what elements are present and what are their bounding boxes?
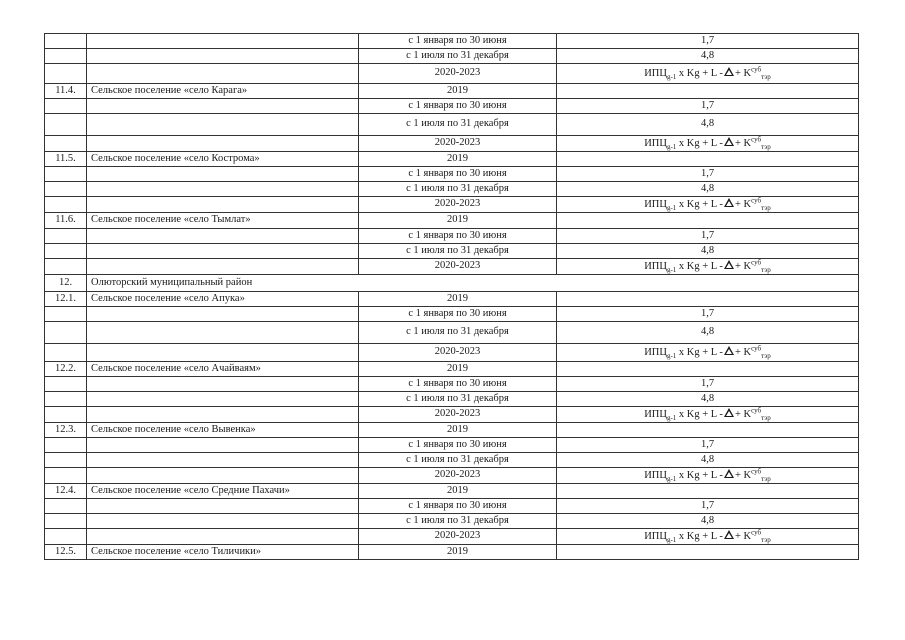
period-cell: 2019 [359,84,557,99]
row-number [45,244,87,259]
table-row [45,423,859,438]
formula-base: ИПЦ [644,138,667,150]
table-row [45,307,859,322]
period-cell: с 1 июля по 31 декабря [359,392,557,407]
value-cell: 4,8 [557,244,859,259]
table-row [45,468,859,484]
period-cell: 2020-2023 [359,64,557,84]
value-cell: 4,8 [557,322,859,344]
formula-sup-index: суб [751,344,762,353]
formula-mid: x Kg + L - [676,261,723,273]
table-row [45,484,859,499]
formula-base: ИПЦ [644,199,667,211]
period-cell: с 1 июля по 31 декабря [359,322,557,344]
settlement-name [87,64,359,84]
settlement-name: Сельское поселение «село Ачайваям» [87,362,359,377]
settlement-name: Сельское поселение «село Вывенка» [87,423,359,438]
settlement-name [87,438,359,453]
row-number [45,322,87,344]
table-row [45,529,859,545]
settlement-name [87,514,359,529]
formula-sub-index: g-1 [666,352,677,361]
row-number: 12.4. [45,484,87,499]
row-number [45,34,87,49]
table-row [45,545,859,560]
period-cell: с 1 июля по 31 декабря [359,114,557,136]
formula-cell [557,529,859,545]
row-number [45,229,87,244]
delta-icon [724,530,734,539]
formula-cell [557,136,859,152]
formula-sub-index-2: тэр [761,352,771,361]
delta-icon [724,469,734,478]
formula-base: ИПЦ [644,347,667,359]
table-row [45,322,859,344]
formula-sub-index-2: тэр [761,73,771,82]
settlement-name: Сельское поселение «село Апука» [87,292,359,307]
table-row [45,34,859,49]
value-cell [557,292,859,307]
formula-cell [557,468,859,484]
settlement-name [87,244,359,259]
value-cell [557,423,859,438]
table-row [45,152,859,167]
settlement-name [87,377,359,392]
formula-plus: + K [734,347,752,359]
row-number: 12.2. [45,362,87,377]
formula-sub-index: g-1 [666,475,677,484]
table-row [45,377,859,392]
table-row [45,514,859,529]
settlement-name [87,322,359,344]
settlement-name [87,259,359,275]
period-cell: с 1 января по 30 июня [359,499,557,514]
period-cell: с 1 июля по 31 декабря [359,244,557,259]
formula-mid: x Kg + L - [676,68,723,80]
value-cell: 1,7 [557,229,859,244]
delta-icon [724,346,734,355]
row-number: 12.3. [45,423,87,438]
table-row [45,49,859,64]
formula-sub-index: g-1 [666,414,677,423]
settlement-name: Сельское поселение «село Тымлат» [87,213,359,229]
formula-mid: x Kg + L - [676,470,723,482]
formula-mid: x Kg + L - [676,199,723,211]
formula-sub-index-2: тэр [761,475,771,484]
table-row [45,438,859,453]
table-row [45,84,859,99]
settlement-name [87,49,359,64]
settlement-name [87,114,359,136]
table-row [45,197,859,213]
settlement-name [87,229,359,244]
formula-sub-index: g-1 [666,73,677,82]
table-row [45,229,859,244]
formula-plus: + K [734,68,752,80]
tariff-table-body [45,34,859,560]
row-number: 12.5. [45,545,87,560]
row-number [45,259,87,275]
formula-cell [557,407,859,423]
row-number [45,529,87,545]
row-number [45,114,87,136]
period-cell: с 1 июля по 31 декабря [359,514,557,529]
period-cell: с 1 июля по 31 декабря [359,453,557,468]
row-number [45,136,87,152]
period-cell: с 1 июля по 31 декабря [359,182,557,197]
formula-sub-index-2: тэр [761,266,771,275]
period-cell: с 1 января по 30 июня [359,307,557,322]
value-cell [557,484,859,499]
period-cell: 2020-2023 [359,197,557,213]
value-cell: 4,8 [557,514,859,529]
period-cell: 2019 [359,423,557,438]
period-cell: 2020-2023 [359,529,557,545]
delta-icon [724,137,734,146]
formula-mid: x Kg + L - [676,409,723,421]
table-row [45,213,859,229]
row-number [45,49,87,64]
formula-cell [557,259,859,275]
period-cell: 2020-2023 [359,468,557,484]
table-row [45,182,859,197]
formula-cell [557,344,859,362]
settlement-name: Олюторский муниципальный район [87,275,859,292]
value-cell: 1,7 [557,167,859,182]
value-cell: 1,7 [557,377,859,392]
formula-base: ИПЦ [644,531,667,543]
formula-sub-index-2: тэр [761,143,771,152]
value-cell: 4,8 [557,453,859,468]
formula-sup-index: суб [751,467,762,476]
formula-sub-index: g-1 [666,204,677,213]
formula-sub-index: g-1 [666,266,677,275]
row-number: 12. [45,275,87,292]
formula-plus: + K [734,409,752,421]
value-cell: 4,8 [557,392,859,407]
formula-plus: + K [734,470,752,482]
settlement-name [87,99,359,114]
value-cell: 1,7 [557,307,859,322]
settlement-name [87,34,359,49]
settlement-name [87,407,359,423]
table-row [45,392,859,407]
row-number [45,377,87,392]
period-cell: 2019 [359,152,557,167]
value-cell [557,362,859,377]
row-number [45,99,87,114]
formula-base: ИПЦ [644,68,667,80]
settlement-name [87,197,359,213]
row-number [45,64,87,84]
delta-icon [724,408,734,417]
formula-sup-index: суб [751,196,762,205]
period-cell: с 1 января по 30 июня [359,377,557,392]
formula-base: ИПЦ [644,470,667,482]
formula-sub-index: g-1 [666,143,677,152]
row-number [45,182,87,197]
formula-plus: + K [734,199,752,211]
row-number [45,407,87,423]
value-cell: 1,7 [557,34,859,49]
table-row [45,407,859,423]
formula-base: ИПЦ [644,261,667,273]
formula-plus: + K [734,138,752,150]
formula-sub-index-2: тэр [761,204,771,213]
table-row [45,136,859,152]
formula-cell [557,64,859,84]
row-number [45,468,87,484]
table-row [45,64,859,84]
formula-sup-index: суб [751,528,762,537]
value-cell: 4,8 [557,182,859,197]
period-cell: с 1 июля по 31 декабря [359,49,557,64]
row-number [45,197,87,213]
row-number [45,438,87,453]
table-row [45,292,859,307]
delta-icon [724,260,734,269]
table-row [45,275,859,292]
settlement-name: Сельское поселение «село Карага» [87,84,359,99]
formula-sup-index: суб [751,258,762,267]
row-number [45,392,87,407]
formula-sub-index-2: тэр [761,414,771,423]
value-cell: 1,7 [557,438,859,453]
value-cell [557,84,859,99]
period-cell: с 1 января по 30 июня [359,167,557,182]
row-number [45,307,87,322]
period-cell: 2019 [359,213,557,229]
formula-mid: x Kg + L - [676,347,723,359]
period-cell: 2020-2023 [359,136,557,152]
formula-sub-index-2: тэр [761,536,771,545]
settlement-name [87,392,359,407]
formula-plus: + K [734,531,752,543]
period-cell: с 1 января по 30 июня [359,229,557,244]
tariff-table [44,33,859,560]
settlement-name: Сельское поселение «село Средние Пахачи» [87,484,359,499]
settlement-name [87,307,359,322]
settlement-name [87,167,359,182]
row-number [45,167,87,182]
table-row [45,362,859,377]
settlement-name: Сельское поселение «село Кострома» [87,152,359,167]
delta-icon [724,67,734,76]
table-row [45,244,859,259]
table-row [45,259,859,275]
formula-mid: x Kg + L - [676,138,723,150]
value-cell: 1,7 [557,499,859,514]
settlement-name [87,499,359,514]
row-number [45,499,87,514]
formula-sub-index: g-1 [666,536,677,545]
row-number [45,453,87,468]
period-cell: 2019 [359,292,557,307]
table-row [45,167,859,182]
row-number: 11.4. [45,84,87,99]
settlement-name [87,136,359,152]
table-row [45,99,859,114]
formula-sup-index: суб [751,65,762,74]
settlement-name [87,344,359,362]
row-number: 11.5. [45,152,87,167]
value-cell [557,152,859,167]
formula-plus: + K [734,261,752,273]
formula-base: ИПЦ [644,409,667,421]
period-cell: 2019 [359,484,557,499]
period-cell: с 1 января по 30 июня [359,438,557,453]
formula-cell [557,197,859,213]
period-cell: 2019 [359,362,557,377]
formula-mid: x Kg + L - [676,531,723,543]
period-cell: с 1 января по 30 июня [359,99,557,114]
row-number [45,514,87,529]
delta-icon [724,198,734,207]
period-cell: 2020-2023 [359,407,557,423]
table-row [45,114,859,136]
settlement-name [87,468,359,484]
period-cell: с 1 января по 30 июня [359,34,557,49]
row-number [45,344,87,362]
period-cell: 2019 [359,545,557,560]
formula-sup-index: суб [751,406,762,415]
period-cell: 2020-2023 [359,344,557,362]
settlement-name [87,529,359,545]
table-row [45,499,859,514]
table-row [45,344,859,362]
settlement-name [87,182,359,197]
settlement-name [87,453,359,468]
formula-sup-index: суб [751,135,762,144]
period-cell: 2020-2023 [359,259,557,275]
value-cell: 4,8 [557,49,859,64]
value-cell: 4,8 [557,114,859,136]
row-number: 12.1. [45,292,87,307]
settlement-name: Сельское поселение «село Тиличики» [87,545,359,560]
value-cell [557,545,859,560]
value-cell [557,213,859,229]
table-row [45,453,859,468]
value-cell: 1,7 [557,99,859,114]
row-number: 11.6. [45,213,87,229]
